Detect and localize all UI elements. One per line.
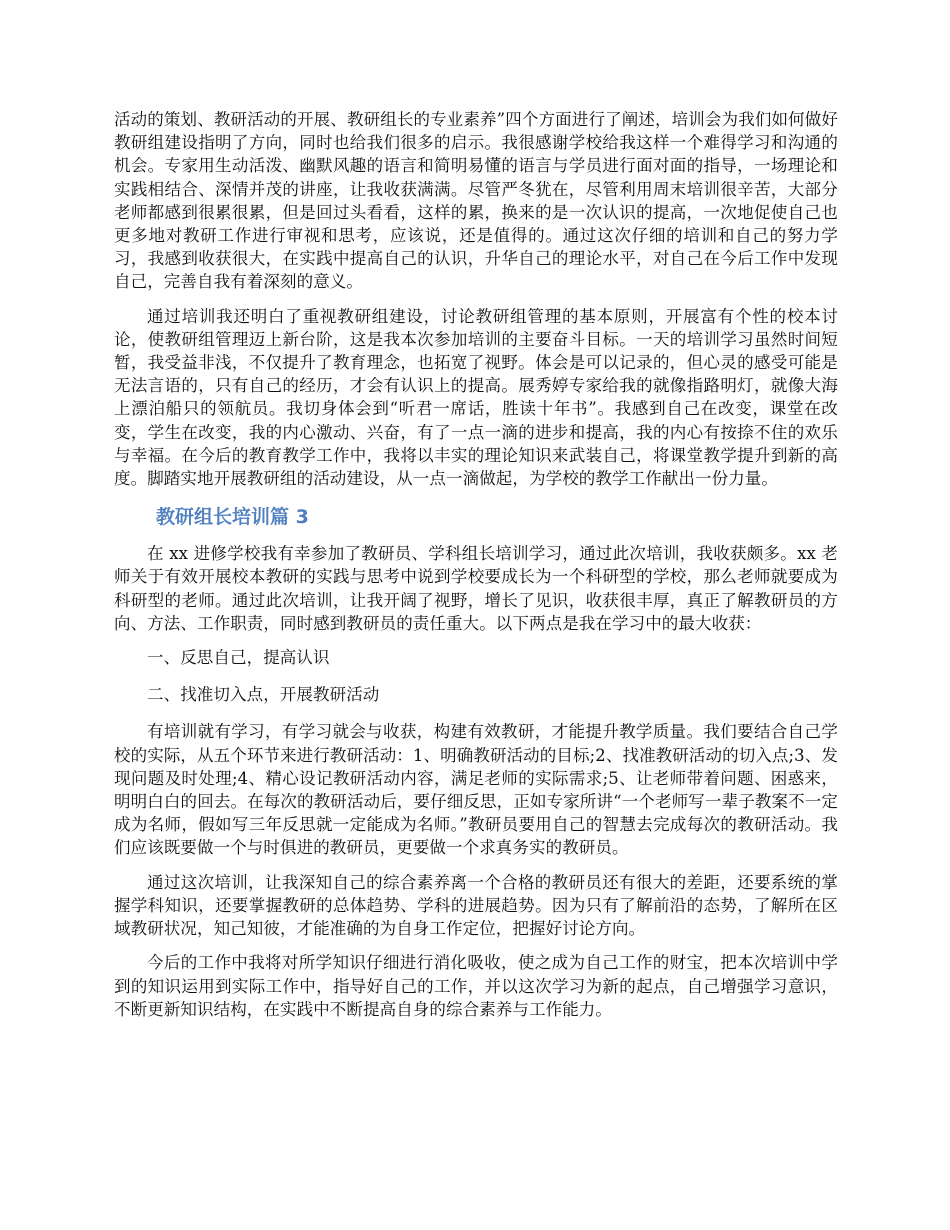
paragraph-continued: 活动的策划、教研活动的开展、教研组长的专业素养”四个方面进行了阐述，培训会为我们如何做好教研组建设指明了方向，同时也给我们很多的启示。我很感谢学校给我这样一个难得学习和沟通的机会。专家用生动活泼、幽默风趣的语言和简明易懂的语言与学员进行面对面的指导，一场理论和实践相结合、深情并茂的讲座，让我收获满满。尽管严冬犹在，尽管利用周末培训很辛苦，大部分老师都感到很累很累，但是回过头看看，这样的累，换来的是一次认识的提高，一次地促使自己也更多地对教研工作进行审视和思考，应该说，还是值得的。通过这次仔细的培训和自己的努力学习，我感到收获很大，在实践中提高自己的认识，升华自己的理论水平，对自己在今后工作中发现自己，完善自我有着深刻的意义。 [114,110,838,292]
section-heading: 教研组长培训篇 3 [156,506,309,529]
list-item: 二、找准切入点，开展教研活动 [147,685,380,705]
paragraph: 今后的工作中我将对所学知识仔细进行消化吸收，使之成为自己工作的财宝，把本次培训中学到的知识运用到实际工作中，指导好自己的工作，并以这次学习为新的起点，自己增强学习意识，不断更新知识结构，在实践中不断提高自身的综合素养与工作能力。 [114,953,838,1019]
document-page [114,108,838,1032]
paragraph: 通过培训我还明白了重视教研组建设，讨论教研组管理的基本原则，开展富有个性的校本讨论，使教研组管理迈上新台阶，这是我本次参加培训的主要奋斗目标。一天的培训学习虽然时间短暂，我受益非浅，不仅提升了教育理念，也拓宽了视野。体会是可以记录的，但心灵的感受可能是无法言语的，只有自己的经历，才会有认识上的提高。展秀婷专家给我的就像指路明灯，就像大海上漂泊船只的领航员。我切身体会到“听君一席话，胜读十年书”。我感到自己在改变，课堂在改变，学生在改变，我的内心激动、兴奋，有了一点一滴的进步和提高，我的内心有按捺不住的欢乐与幸福。在今后的教育教学工作中，我将以丰实的理论知识来武装自己，将课堂教学提升到新的高度。脚踏实地开展教研组的活动建设，从一点一滴做起，为学校的教学工作献出一份力量。 [114,306,838,489]
paragraph: 通过这次培训，让我深知自己的综合素养离一个合格的教研员还有很大的差距，还要系统的掌握学科知识，还要掌握教研的总体趋势、学科的进展趋势。因为只有了解前沿的态势，了解所在区域教研状况，知己知彼，才能准确的为自身工作定位，把握好讨论方向。 [114,872,838,939]
paragraph: 有培训就有学习，有学习就会与收获，构建有效教研，才能提升教学质量。我们要结合自己学校的实际，从五个环节来进行教研活动：1、明确教研活动的目标;2、找准教研活动的切入点;3、发现问题及时处理;4、精心设记教研活动内容，满足老师的实际需求;5、让老师带着问题、困惑来，明明白白的回去。在每次的教研活动后，要仔细反思，正如专家所讲“一个老师写一辈子教案不一定成为名师，假如写三年反思就一定能成为名师。”教研员要用自己的智慧去完成每次的教研活动。我们应该既要做一个与时俱进的教研员，更要做一个求真务实的教研员。 [114,722,838,858]
list-item: 一、反思自己，提高认识 [147,648,330,668]
paragraph: 在 xx 进修学校我有幸参加了教研员、学科组长培训学习，通过此次培训，我收获颇多。xx 老师关于有效开展校本教研的实践与思考中说到学校要成长为一个科研型的学校，那么老师就要成为科研型的老师。通过此次培训，让我开阔了视野，增长了见识，收获很丰厚，真正了解教研员的方向、方法、工作职责，同时感到教研员的责任重大。以下两点是我在学习中的最大收获： [114,544,838,633]
